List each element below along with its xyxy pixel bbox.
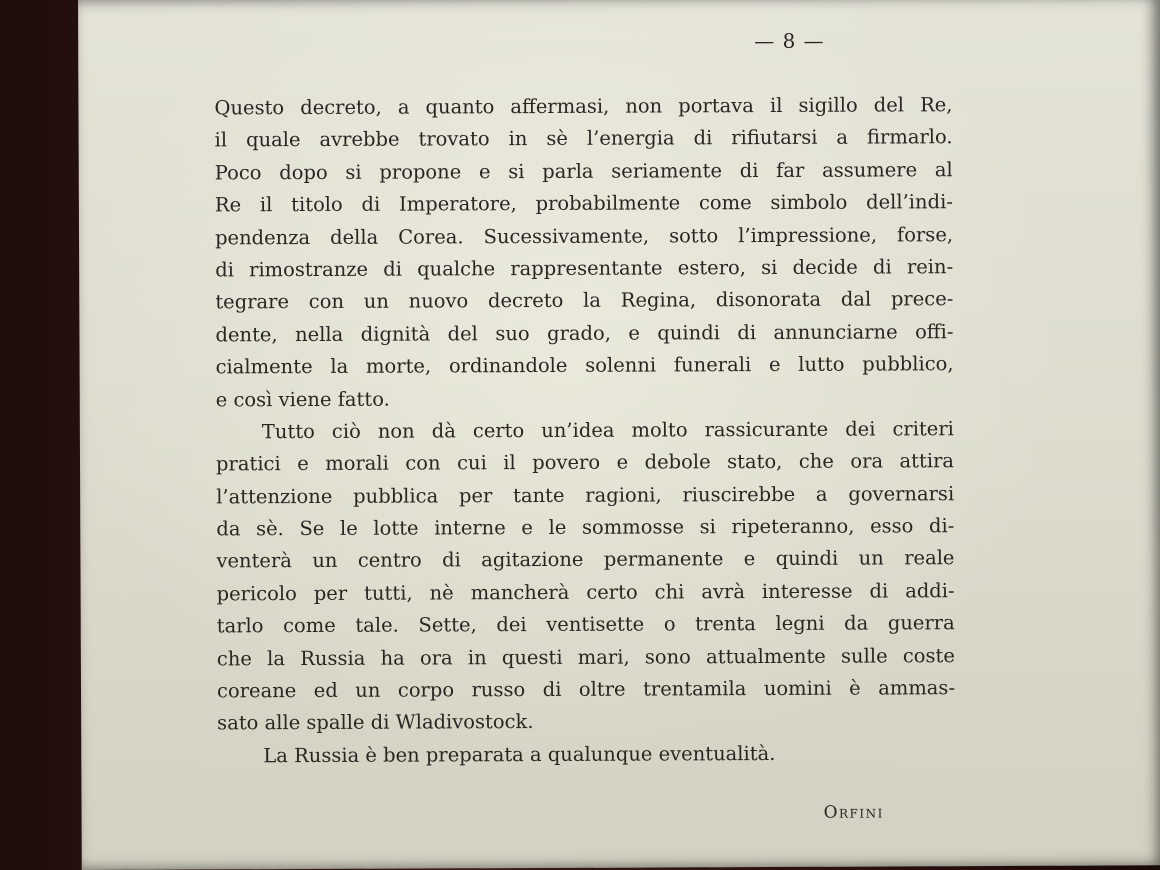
text-line: pendenza della Corea. Sucessivamente, sotto l’impressione, forse, [214,222,954,249]
text-line: che la Russia ha ora in questi mari, sono attualmente sulle coste [216,643,955,671]
text-line: dente, nella dignità del suo grado, e quindi di annunciarne offi- [215,319,954,347]
body-text [214,89,955,772]
text-line: Tutto ciò non dà certo un’idea molto rassicurante dei criteri [261,417,954,444]
text-line: Re il titolo di Imperatore, probabilmente come simbolo dell’indi- [214,190,953,217]
text-line: tegrare con un nuovo decreto la Regina, disonorata dal prece- [215,287,954,314]
book-page [78,0,1160,870]
text-line: Poco dopo si propone e si parla seriamente di far assumere al [214,157,953,185]
text-line: coreane ed un corpo russo di oltre trentamila uomini è ammas- [216,676,956,703]
text-line: Questo decreto, a quanto affermasi, non portava il sigillo del Re, [214,93,953,120]
text-line: cialmente la morte, ordinandole solenni funerali e lutto pubblico, [215,352,954,379]
text-line: venterà un centro di agitazione permanente e quindi un reale [216,546,955,573]
text-line: l’attenzione pubblica per tante ragioni, riuscirebbe a governarsi [216,481,955,509]
text-line: pratici e morali con cui il povero e debole stato, che ora attira [215,449,955,476]
text-line: da sè. Se le lotte interne e le sommosse si ripeteranno, esso di- [216,514,955,541]
page-number: — 8 — [754,28,825,54]
text-line: La Russia è ben preparata a qualunque eventualità. [263,741,776,768]
text-line: tarlo come tale. Sette, dei ventisette o trenta legni da guerra [216,611,955,638]
author-signature: Orfini [823,802,884,823]
text-line: e così viene fatto. [215,387,390,411]
text-line: di rimostranze di qualche rappresentante estero, si decide di rein- [215,255,954,282]
text-line: il quale avrebbe trovato in sè l’energia di rifiutarsi a firmarlo. [214,125,953,152]
text-line: sato alle spalle di Wladivostock. [217,710,534,735]
text-line: pericolo per tutti, nè mancherà certo chi avrà interesse di addi- [216,579,955,606]
